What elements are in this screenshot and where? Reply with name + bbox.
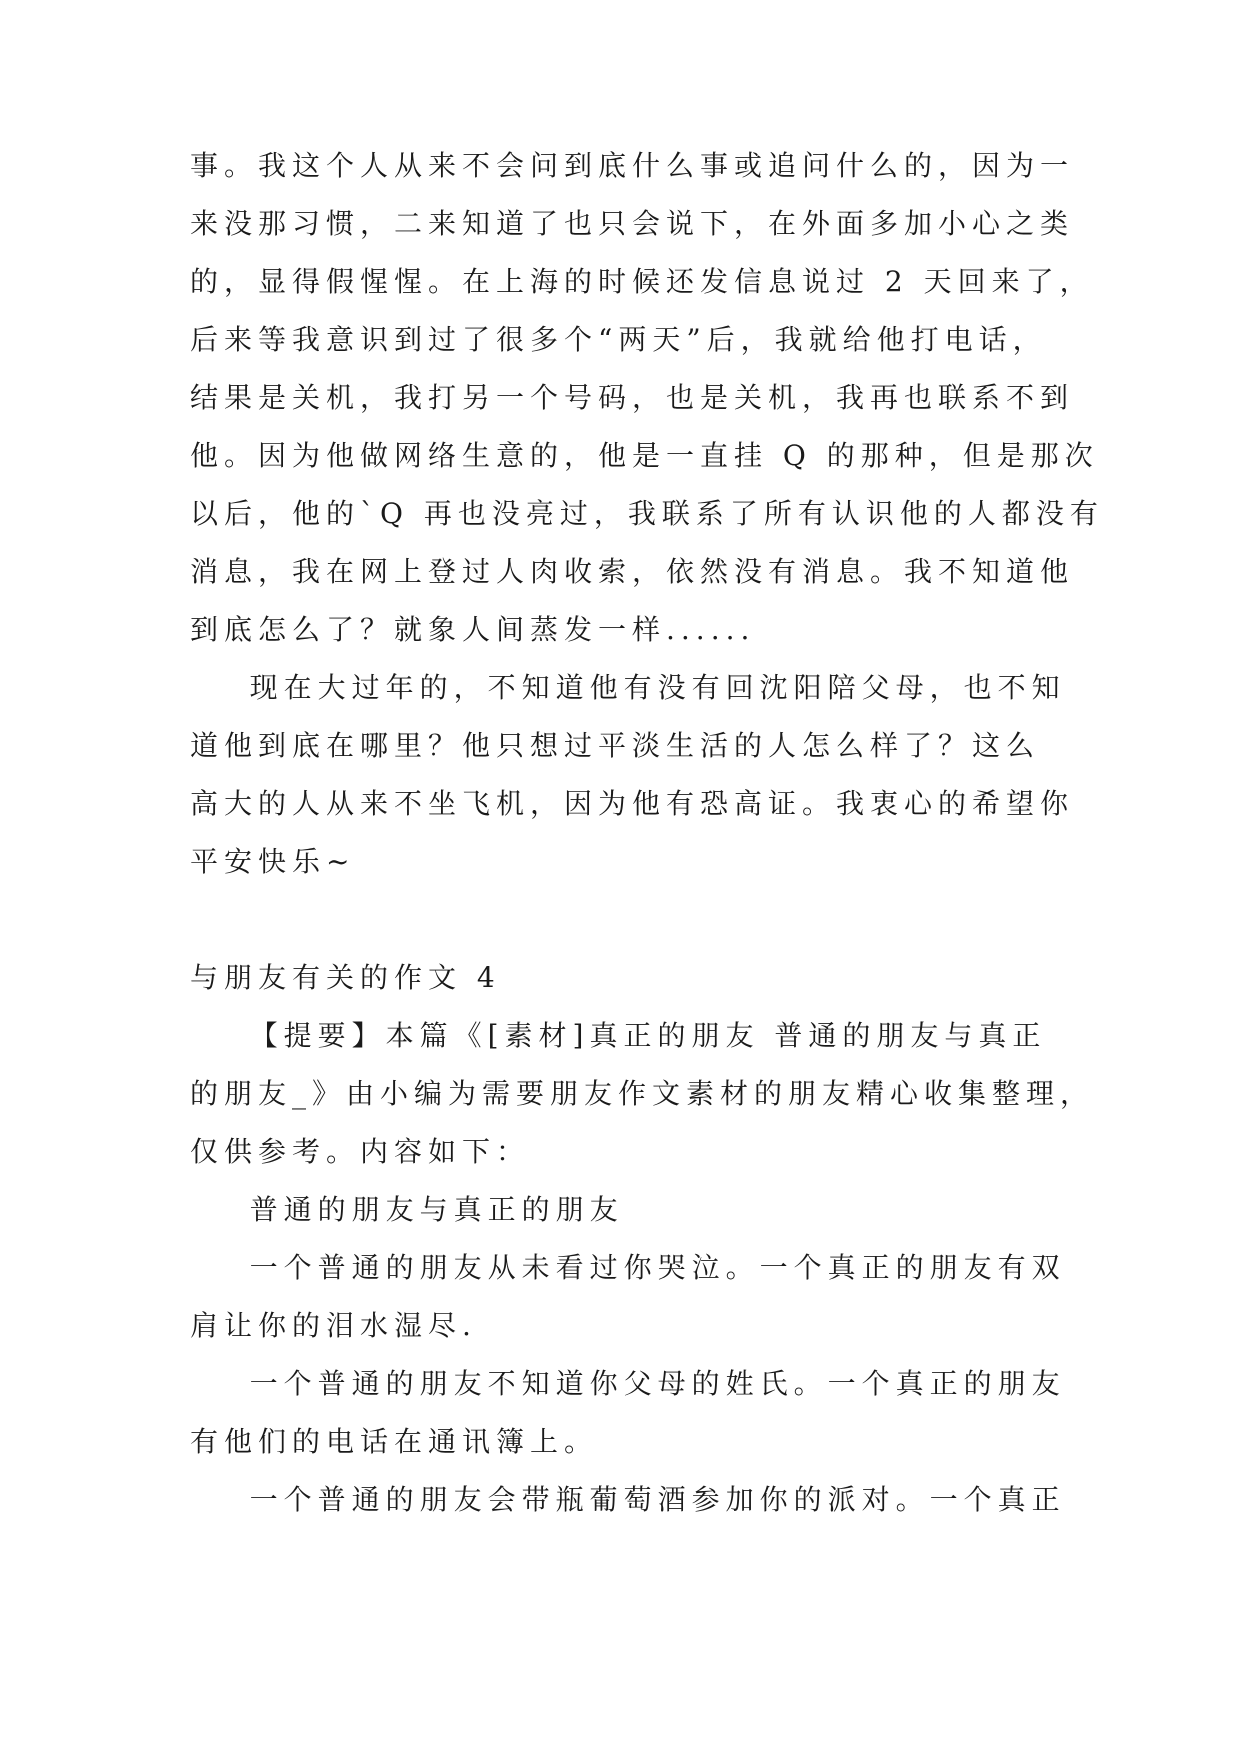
text-line: 肩让你的泪水湿尽. <box>190 1309 477 1342</box>
text-line: 事。我这个人从来不会问到底什么事或追问什么的，因为一 <box>190 149 1075 182</box>
text-line: 以后，他的`Q 再也没亮过，我联系了所有认识他的人都没有 <box>190 497 1104 530</box>
text-line: 一个普通的朋友会带瓶葡萄酒参加你的派对。一个真正 <box>190 1483 1066 1516</box>
text-line: 一个普通的朋友从未看过你哭泣。一个真正的朋友有双 <box>190 1251 1066 1284</box>
text-line: 来没那习惯，二来知道了也只会说下，在外面多加小心之类 <box>190 207 1075 240</box>
text-line: 的朋友_》由小编为需要朋友作文素材的朋友精心收集整理， <box>190 1077 1095 1110</box>
text-line: 有他们的电话在通讯簿上。 <box>190 1425 599 1458</box>
text-line: 普通的朋友与真正的朋友 <box>190 1193 624 1226</box>
text-line: 平安快乐~ <box>190 845 356 878</box>
text-line: 的，显得假惺惺。在上海的时候还发信息说过 2 天回来了， <box>190 265 1094 298</box>
text-line: 他。因为他做网络生意的，他是一直挂 Q 的那种，但是那次 <box>190 439 1099 472</box>
text-line: 仅供参考。内容如下： <box>190 1135 531 1168</box>
text-line: 后来等我意识到过了很多个“两天”后，我就给他打电话， <box>190 323 1047 356</box>
text-line: 高大的人从来不坐飞机，因为他有恐高证。我衷心的希望你 <box>190 787 1075 820</box>
section-heading: 与朋友有关的作文 4 <box>190 961 501 994</box>
text-line: 结果是关机，我打另一个号码，也是关机，我再也联系不到 <box>190 381 1075 414</box>
text-line: 【提要】本篇《[素材]真正的朋友 普通的朋友与真正 <box>190 1019 1047 1052</box>
text-line: 消息，我在网上登过人肉收索，依然没有消息。我不知道他 <box>190 555 1075 588</box>
text-line: 一个普通的朋友不知道你父母的姓氏。一个真正的朋友 <box>190 1367 1066 1400</box>
text-line: 现在大过年的，不知道他有没有回沈阳陪父母，也不知 <box>190 671 1066 704</box>
text-line: 到底怎么了？就象人间蒸发一样...... <box>190 613 756 646</box>
text-line: 道他到底在哪里？他只想过平淡生活的人怎么样了？这么 <box>190 729 1041 762</box>
